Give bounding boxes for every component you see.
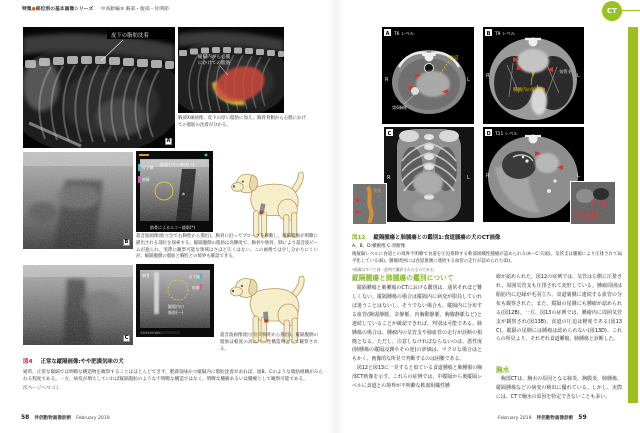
feature-bullet-icon: ● bbox=[31, 7, 36, 12]
dog-probe-position-illustration-1 bbox=[226, 166, 318, 240]
ct-coronal-c-image bbox=[384, 127, 474, 222]
ct-b-orientation-l: L bbox=[577, 73, 580, 79]
us2-marker1-label: 皮下織 bbox=[189, 275, 200, 279]
figure4-caption-block bbox=[23, 348, 323, 392]
section1-column1 bbox=[352, 284, 482, 391]
ct-axial-b-image bbox=[483, 27, 584, 124]
ct-d-letter: D bbox=[486, 130, 491, 137]
ultrasound-annotated-1-image bbox=[136, 151, 213, 232]
ct-d-level-label: T11 レベル bbox=[495, 132, 518, 137]
us2-annotation-center1: 縦隔内の bbox=[168, 304, 184, 309]
ct-c-orientation-l: L bbox=[467, 175, 470, 181]
us2-caption: 超音波画像(肋立位で胸骨から描出)。縦隔腹側の脂肪は軽度の高エコー性構造物として観察される。 bbox=[220, 333, 318, 352]
us1-annotation-bottom: 肋骨によるエコー陰影(*) bbox=[150, 225, 196, 230]
ct-a-orientation-r: R bbox=[385, 77, 389, 83]
ct-d-orientation-r: R bbox=[486, 173, 490, 179]
panel-letter-c: C bbox=[124, 336, 129, 341]
figure12-caption-block bbox=[352, 224, 622, 273]
us1-asterisk: * bbox=[182, 192, 185, 199]
ct-axial-d-image bbox=[483, 127, 584, 222]
ct-a-orientation-l: L bbox=[467, 77, 470, 83]
ct-d-orientation-l: L bbox=[577, 173, 580, 179]
figure12-label: 図12 bbox=[352, 235, 366, 241]
section2-paragraph: 胸部CTは、胸水の原因となる肺炎、胸膜炎、肺腫瘍、縦隔腫瘍などの病変の検出に優れている。しかし、実際には、CTで胸水の原因を特定できないことも多い。 bbox=[496, 376, 622, 400]
ct-a-level-label: T6 レベル bbox=[394, 32, 415, 37]
ct-c-letter: C bbox=[387, 130, 392, 137]
figure12-note: *画像はすべて同一症例で撮影されたものである。 bbox=[352, 266, 438, 272]
overlay-annotation-line1: 縦隔内から心膜 bbox=[198, 55, 231, 60]
series-subtitle: 中高齢編③ 胸部・腹部・骨関節 bbox=[100, 7, 169, 12]
ct-section-sidebar bbox=[628, 27, 638, 403]
ct-b-letter: B bbox=[486, 30, 491, 37]
section1-paragraph3: 瘤が認められた。図12の症例では、気管は左側に圧排され、周囲気管支も圧排されて変形している。腫瘤周囲は脂肪内に辺縁が毛羽立ち、食道裏側に連続する血管の分布も観察された。また、縦隔の尾側にも腫瘤が認められる(図12B)。一方、図13の症例では、腫瘤内に周囲気管支が観察され(図13B)、食道の圧迫は軽度である(図13C)。縦隔の尾側には腫瘤は認められない(図13D)。これらの所見より、それぞれ食道腫瘍、肺腫瘍と診断した。 bbox=[496, 274, 622, 343]
xray-caption: 胸部X線画像。皮下の厚い脂肪に加え、胸骨背側から心膜にかけての脂肪の沈着が分かる。 bbox=[178, 116, 306, 128]
continued-note: 次ページへつづく bbox=[23, 386, 60, 392]
feature-label: 特集 bbox=[22, 7, 32, 12]
ct-a-annotation-yellow: 食道 bbox=[449, 56, 459, 61]
ultrasound-plain-1-image bbox=[23, 152, 133, 249]
ct-b-annotation-yellow: 腫瘤内の貯留物 bbox=[513, 88, 546, 93]
series-title: 部位別の基本画像シリーズ bbox=[35, 7, 94, 12]
ct-b-orientation-r: R bbox=[486, 73, 490, 79]
ct-b-annotation-white: 気管支 bbox=[559, 69, 572, 74]
us1-marker1-label: 皮下織 bbox=[142, 165, 154, 170]
xray-lateral-image bbox=[23, 27, 175, 148]
ct-section-badge: CT bbox=[602, 1, 622, 21]
issue-date-left: February 2019 bbox=[76, 416, 110, 421]
xray-annotation-label: 皮下の脂肪沈着 bbox=[111, 33, 149, 39]
footer-left bbox=[21, 414, 110, 421]
us2-annotation-left: 胸骨 bbox=[142, 273, 150, 278]
ct-d-inset-note2: いない胸腔腫瘤(→) bbox=[573, 216, 603, 220]
ct-c-inset-label: 食道 bbox=[373, 188, 381, 193]
issue-date-right: February 2019 bbox=[498, 416, 532, 421]
us2-marker2-label: 筋層 bbox=[192, 286, 200, 290]
section1-paragraph2: 図12と図13に一見すると似ている食道腫瘍と肺腫瘍の胸部CT画像を示す。これらの症例では、中縦隔から後縦隔レベルに食道との境界が不明瞭な軟部組織性腫 bbox=[352, 365, 482, 390]
page-number-left: 58 bbox=[21, 414, 30, 421]
us1-marker2-label: 筋層 bbox=[142, 177, 150, 182]
figure12-views: A、B、D:横断像 C:背断像 bbox=[352, 244, 406, 249]
figure4-title: 正常な縦隔画像:やや肥満気味の犬 bbox=[40, 359, 124, 365]
ct-tab-rule bbox=[620, 10, 640, 11]
section1-heading: 縦隔腫瘍と肺腫瘍の鑑別について bbox=[352, 274, 454, 282]
figure4-label: 図4 bbox=[23, 359, 33, 365]
journal-name-left: 伴侶動物画像診断 bbox=[34, 416, 72, 421]
journal-name-right: 伴侶動物画像診断 bbox=[536, 416, 574, 421]
svg-text:10:54:03 58%: 10:54:03 58% bbox=[141, 331, 161, 335]
us2-annotation-center2: 脂肪(---) bbox=[168, 310, 184, 315]
ultrasound-annotated-2-image bbox=[136, 264, 214, 337]
ct-a-letter: A bbox=[385, 30, 390, 37]
ultrasound-plain-2-image bbox=[23, 265, 133, 345]
series-header bbox=[22, 5, 169, 12]
section2-heading: 胸水 bbox=[496, 366, 510, 374]
us1-annotation-top: 縦隔右方の脂肪(→) bbox=[160, 162, 195, 167]
ct-c-inset-image bbox=[352, 183, 387, 225]
xray-overlay-image bbox=[178, 27, 284, 113]
overlay-annotation-line2: にかけての脂肪 bbox=[198, 61, 231, 66]
ct-axial-a-image bbox=[382, 27, 474, 124]
section1-column2 bbox=[496, 273, 622, 344]
figure12-title: 縦隔腫瘍と肺腫瘍との鑑別1:食道腫瘍の犬のCT画像 bbox=[373, 235, 501, 241]
figure4-body: 通常、正常な縦隔では明瞭な構造物を観察することはほとんどできず、肥満気味かつ縦隔内に脂肪沈着があれば、図B、Cのような脂肪組織がみられる程度である。一方、病変が増大していれば縦隔脂肪のような不明瞭な構造ではなく、明瞭な腫瘤あるいは腫瘤として観察可能である。 bbox=[23, 370, 323, 383]
ct-a-annotation-white: 第6胸椎 bbox=[392, 105, 408, 110]
page-number-right: 59 bbox=[578, 414, 587, 421]
ct-c-orientation-r: R bbox=[387, 175, 391, 181]
footer-right bbox=[498, 414, 587, 421]
ct-d-inset-image bbox=[570, 181, 616, 225]
section1-paragraph1: 縦隔腫瘍と肺腫瘍のCTにおける鑑別は、通常それほど難しくない。縦隔腫瘍の場合は縦隔内に病変が限局していれば迷うことはないし、そうでない場合も、縦隔内に分布する血管(腕頭静脈、奇静脈、内胸動静脈、胸腺静脈など)と連続していることが確認できれば、判別は可能である。肺腫瘍の場合は、腫瘤内の気管支や肺血管の走行が診断の根拠となる。ただし、注意しなければならないのは、悪性度(肺腫瘍の縦隔浸潤やその逆)の評価は、マクロな場合はともかく、画像的な所見で判断するのは困難である。 bbox=[352, 285, 482, 363]
figure12-body: 後縦隔レベルに食道との境界不明瞭で食道を圧迫排除する軟部組織性腫瘤が認められる(A〜C:矢頭)。気管支は腫瘤により圧排されて扁平化している(B)。腫瘤周囲には食道裏側に連続する血管の走行が認められた(D)。 bbox=[352, 251, 622, 264]
page-gutter bbox=[328, 0, 344, 433]
panel-letter-a: A bbox=[166, 139, 171, 144]
us1-caption: 超音波画像(肋立位で右胸壁から描出)。胸骨に沿ってプローブを移動し、縦隔脂肪が明瞭に描出される部位を探索する。縦隔腹側の脂肪は高輝度で、胸骨や肋骨、肺により超音波ビームが遮られ、実際に観察可能な領域はさほど広くはない。この画像では少し分かりにくいが、縦隔腹側の脂肪と胸腔との境界も確認できる。 bbox=[136, 234, 318, 260]
panel-letter-b: B bbox=[124, 240, 129, 245]
ct-d-inset-note1: 縦隔腫瘍と連続して bbox=[573, 211, 604, 215]
ct-b-level-label: T9 レベル bbox=[495, 32, 516, 37]
